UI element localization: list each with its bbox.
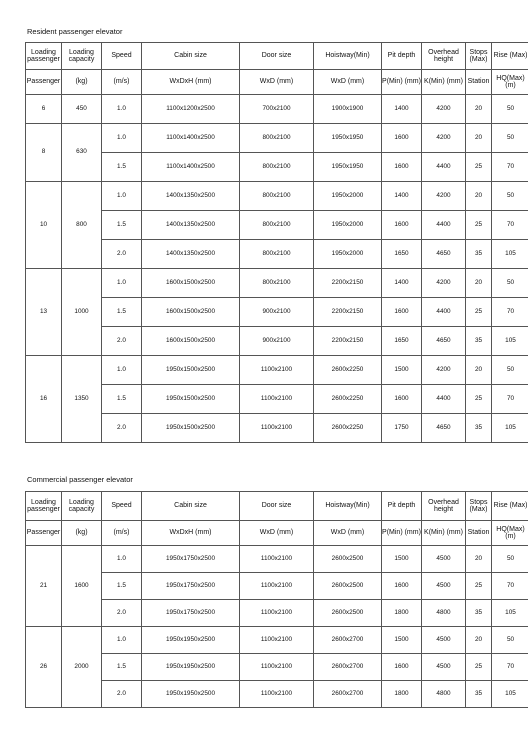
column-header: Cabin size xyxy=(142,43,240,70)
spec-cell: 2.0 xyxy=(102,240,142,269)
spec-cell: 105 xyxy=(492,240,528,269)
table-row xyxy=(26,573,528,600)
capacity-cell: 630 xyxy=(62,124,102,182)
column-unit: (m/s) xyxy=(102,521,142,546)
column-header: Loading passenger xyxy=(26,43,62,70)
spec-cell: 1600 xyxy=(382,124,422,153)
spec-cell: 1950x2000 xyxy=(314,211,382,240)
column-header: Stops (Max) xyxy=(466,43,492,70)
spec-cell: 1950x1950x2500 xyxy=(142,681,240,708)
column-unit: WxD (mm) xyxy=(314,521,382,546)
spec-cell: 20 xyxy=(466,627,492,654)
spec-cell: 1100x2100 xyxy=(240,546,314,573)
table-row xyxy=(26,356,528,385)
spec-cell: 50 xyxy=(492,546,528,573)
spec-cell: 1600 xyxy=(382,298,422,327)
spec-cell: 800x2100 xyxy=(240,182,314,211)
column-header: Door size xyxy=(240,492,314,521)
spec-cell: 1400 xyxy=(382,182,422,211)
spec-cell: 1800 xyxy=(382,600,422,627)
spec-cell: 1.0 xyxy=(102,546,142,573)
spec-cell: 1950x1950x2500 xyxy=(142,627,240,654)
table-row xyxy=(26,124,528,153)
spec-cell: 1500 xyxy=(382,546,422,573)
column-header: Speed xyxy=(102,492,142,521)
capacity-cell: 2000 xyxy=(62,627,102,708)
section-title-commercial: Commercial passenger elevator xyxy=(27,475,133,484)
column-header: Loading capacity xyxy=(62,492,102,521)
spec-cell: 1400x1350x2500 xyxy=(142,182,240,211)
spec-cell: 1100x1400x2500 xyxy=(142,153,240,182)
section-title-resident: Resident passenger elevator xyxy=(27,27,123,36)
spec-cell: 1400x1350x2500 xyxy=(142,240,240,269)
spec-cell: 4500 xyxy=(422,654,466,681)
spec-cell: 1950x1750x2500 xyxy=(142,600,240,627)
spec-cell: 4200 xyxy=(422,95,466,124)
passenger-cell: 10 xyxy=(26,182,62,269)
spec-cell: 1950x1500x2500 xyxy=(142,385,240,414)
spec-cell: 50 xyxy=(492,356,528,385)
spec-cell: 70 xyxy=(492,573,528,600)
capacity-cell: 800 xyxy=(62,182,102,269)
spec-cell: 1100x2100 xyxy=(240,573,314,600)
table-row xyxy=(26,240,528,269)
spec-cell: 900x2100 xyxy=(240,327,314,356)
spec-cell: 50 xyxy=(492,269,528,298)
spec-cell: 20 xyxy=(466,546,492,573)
column-header: Loading capacity xyxy=(62,43,102,70)
column-unit: Passenger xyxy=(26,521,62,546)
passenger-cell: 21 xyxy=(26,546,62,627)
spec-cell: 4500 xyxy=(422,627,466,654)
column-unit: WxD (mm) xyxy=(240,521,314,546)
column-header: Pit depth xyxy=(382,492,422,521)
column-header: Rise (Max) xyxy=(492,43,528,70)
spec-cell: 800x2100 xyxy=(240,240,314,269)
spec-cell: 1100x2100 xyxy=(240,681,314,708)
spec-cell: 50 xyxy=(492,182,528,211)
spec-cell: 35 xyxy=(466,681,492,708)
column-unit: P(Min) (mm) xyxy=(382,521,422,546)
table-row xyxy=(26,269,528,298)
spec-cell: 70 xyxy=(492,654,528,681)
spec-cell: 1600 xyxy=(382,573,422,600)
spec-cell: 800x2100 xyxy=(240,153,314,182)
spec-cell: 1.5 xyxy=(102,298,142,327)
spec-cell: 900x2100 xyxy=(240,298,314,327)
spec-cell: 2600x2500 xyxy=(314,573,382,600)
table-row xyxy=(26,327,528,356)
spec-cell: 105 xyxy=(492,414,528,443)
spec-cell: 1100x2100 xyxy=(240,600,314,627)
spec-cell: 1100x2100 xyxy=(240,654,314,681)
spec-cell: 35 xyxy=(466,240,492,269)
spec-cell: 25 xyxy=(466,385,492,414)
spec-cell: 25 xyxy=(466,573,492,600)
spec-cell: 4800 xyxy=(422,681,466,708)
capacity-cell: 450 xyxy=(62,95,102,124)
spec-cell: 4650 xyxy=(422,414,466,443)
column-header: Speed xyxy=(102,43,142,70)
spec-cell: 700x2100 xyxy=(240,95,314,124)
commercial-spec-table xyxy=(25,491,528,708)
spec-cell: 1950x1750x2500 xyxy=(142,573,240,600)
spec-cell: 1100x2100 xyxy=(240,385,314,414)
spec-cell: 1500 xyxy=(382,627,422,654)
spec-cell: 2200x2150 xyxy=(314,327,382,356)
column-unit: HQ(Max) (m) xyxy=(492,70,528,95)
spec-cell: 20 xyxy=(466,269,492,298)
spec-cell: 20 xyxy=(466,124,492,153)
spec-cell: 1400x1350x2500 xyxy=(142,211,240,240)
spec-cell: 1.5 xyxy=(102,654,142,681)
spec-cell: 50 xyxy=(492,627,528,654)
spec-cell: 105 xyxy=(492,681,528,708)
passenger-cell: 16 xyxy=(26,356,62,443)
column-unit: Passenger xyxy=(26,70,62,95)
spec-cell: 2600x2700 xyxy=(314,627,382,654)
spec-cell: 70 xyxy=(492,211,528,240)
column-unit: WxDxH (mm) xyxy=(142,70,240,95)
spec-cell: 2600x2700 xyxy=(314,654,382,681)
spec-cell: 4650 xyxy=(422,327,466,356)
table-row xyxy=(26,600,528,627)
spec-cell: 105 xyxy=(492,600,528,627)
table-row xyxy=(26,95,528,124)
spec-cell: 1100x1200x2500 xyxy=(142,95,240,124)
spec-cell: 20 xyxy=(466,182,492,211)
column-header: Hoistway(Min) xyxy=(314,492,382,521)
spec-cell: 1.5 xyxy=(102,211,142,240)
table-row xyxy=(26,627,528,654)
table-row xyxy=(26,153,528,182)
spec-cell: 2.0 xyxy=(102,414,142,443)
spec-cell: 4200 xyxy=(422,356,466,385)
spec-cell: 4200 xyxy=(422,269,466,298)
spec-cell: 1950x1750x2500 xyxy=(142,546,240,573)
table-row xyxy=(26,182,528,211)
column-header: Overhead height xyxy=(422,492,466,521)
spec-cell: 1.5 xyxy=(102,385,142,414)
spec-cell: 25 xyxy=(466,211,492,240)
table-row xyxy=(26,298,528,327)
spec-cell: 1950x2000 xyxy=(314,182,382,211)
column-header: Pit depth xyxy=(382,43,422,70)
spec-cell: 1950x1950 xyxy=(314,124,382,153)
column-header: Loading passenger xyxy=(26,492,62,521)
table-row xyxy=(26,385,528,414)
passenger-cell: 6 xyxy=(26,95,62,124)
spec-cell: 25 xyxy=(466,153,492,182)
unit-row xyxy=(26,70,528,95)
spec-cell: 25 xyxy=(466,654,492,681)
passenger-cell: 13 xyxy=(26,269,62,356)
spec-cell: 1600 xyxy=(382,153,422,182)
column-unit: K(Min) (mm) xyxy=(422,521,466,546)
spec-cell: 1650 xyxy=(382,240,422,269)
spec-cell: 1100x2100 xyxy=(240,414,314,443)
column-unit: (kg) xyxy=(62,521,102,546)
spec-cell: 2.0 xyxy=(102,327,142,356)
capacity-cell: 1600 xyxy=(62,546,102,627)
spec-cell: 50 xyxy=(492,124,528,153)
column-unit: Station xyxy=(466,521,492,546)
capacity-cell: 1000 xyxy=(62,269,102,356)
spec-cell: 1600 xyxy=(382,385,422,414)
spec-cell: 1950x1950 xyxy=(314,153,382,182)
passenger-cell: 8 xyxy=(26,124,62,182)
spec-cell: 105 xyxy=(492,327,528,356)
spec-cell: 70 xyxy=(492,385,528,414)
spec-cell: 1600x1500x2500 xyxy=(142,269,240,298)
capacity-cell: 1350 xyxy=(62,356,102,443)
spec-cell: 1950x1950x2500 xyxy=(142,654,240,681)
column-unit: WxDxH (mm) xyxy=(142,521,240,546)
spec-cell: 20 xyxy=(466,356,492,385)
spec-cell: 70 xyxy=(492,153,528,182)
spec-cell: 2600x2250 xyxy=(314,356,382,385)
spec-cell: 4800 xyxy=(422,600,466,627)
spec-cell: 4400 xyxy=(422,153,466,182)
spec-cell: 35 xyxy=(466,327,492,356)
spec-cell: 1.5 xyxy=(102,573,142,600)
column-unit: P(Min) (mm) xyxy=(382,70,422,95)
spec-cell: 1.0 xyxy=(102,182,142,211)
column-header: Hoistway(Min) xyxy=(314,43,382,70)
spec-cell: 800x2100 xyxy=(240,124,314,153)
spec-cell: 1.0 xyxy=(102,95,142,124)
spec-cell: 2600x2250 xyxy=(314,414,382,443)
spec-cell: 4200 xyxy=(422,182,466,211)
spec-cell: 70 xyxy=(492,298,528,327)
spec-cell: 800x2100 xyxy=(240,269,314,298)
column-unit: (m/s) xyxy=(102,70,142,95)
spec-cell: 2600x2500 xyxy=(314,600,382,627)
resident-spec-table xyxy=(25,42,528,443)
spec-cell: 2.0 xyxy=(102,681,142,708)
spec-cell: 50 xyxy=(492,95,528,124)
column-unit: Station xyxy=(466,70,492,95)
spec-cell: 1.0 xyxy=(102,269,142,298)
spec-cell: 1600 xyxy=(382,654,422,681)
spec-cell: 1800 xyxy=(382,681,422,708)
spec-cell: 1950x2000 xyxy=(314,240,382,269)
spec-cell: 1650 xyxy=(382,327,422,356)
spec-cell: 4650 xyxy=(422,240,466,269)
column-unit: HQ(Max) (m) xyxy=(492,521,528,546)
column-header: Door size xyxy=(240,43,314,70)
spec-cell: 1100x1400x2500 xyxy=(142,124,240,153)
spec-cell: 4400 xyxy=(422,211,466,240)
spec-cell: 1500 xyxy=(382,356,422,385)
table-row xyxy=(26,414,528,443)
spec-cell: 4400 xyxy=(422,385,466,414)
spec-cell: 1.0 xyxy=(102,627,142,654)
table-row xyxy=(26,546,528,573)
table-row xyxy=(26,211,528,240)
spec-cell: 2600x2250 xyxy=(314,385,382,414)
passenger-cell: 26 xyxy=(26,627,62,708)
table-row xyxy=(26,681,528,708)
spec-cell: 1100x2100 xyxy=(240,627,314,654)
spec-cell: 4400 xyxy=(422,298,466,327)
spec-cell: 1400 xyxy=(382,269,422,298)
spec-cell: 1950x1500x2500 xyxy=(142,356,240,385)
column-unit: K(Min) (mm) xyxy=(422,70,466,95)
spec-cell: 4200 xyxy=(422,124,466,153)
column-header: Cabin size xyxy=(142,492,240,521)
header-row xyxy=(26,43,528,70)
spec-cell: 35 xyxy=(466,414,492,443)
spec-cell: 1600 xyxy=(382,211,422,240)
spec-cell: 2.0 xyxy=(102,600,142,627)
spec-cell: 2600x2700 xyxy=(314,681,382,708)
spec-cell: 2200x2150 xyxy=(314,298,382,327)
spec-cell: 1100x2100 xyxy=(240,356,314,385)
spec-cell: 1600x1500x2500 xyxy=(142,327,240,356)
spec-cell: 1.5 xyxy=(102,153,142,182)
spec-cell: 1600x1500x2500 xyxy=(142,298,240,327)
unit-row xyxy=(26,521,528,546)
spec-cell: 1.0 xyxy=(102,356,142,385)
spec-cell: 1.0 xyxy=(102,124,142,153)
spec-cell: 2200x2150 xyxy=(314,269,382,298)
spec-cell: 800x2100 xyxy=(240,211,314,240)
column-unit: (kg) xyxy=(62,70,102,95)
spec-cell: 4500 xyxy=(422,546,466,573)
spec-cell: 1950x1500x2500 xyxy=(142,414,240,443)
column-header: Stops (Max) xyxy=(466,492,492,521)
spec-cell: 1750 xyxy=(382,414,422,443)
column-header: Rise (Max) xyxy=(492,492,528,521)
spec-cell: 35 xyxy=(466,600,492,627)
spec-cell: 20 xyxy=(466,95,492,124)
header-row xyxy=(26,492,528,521)
column-header: Overhead height xyxy=(422,43,466,70)
spec-cell: 1400 xyxy=(382,95,422,124)
spec-cell: 2600x2500 xyxy=(314,546,382,573)
spec-cell: 4500 xyxy=(422,573,466,600)
spec-cell: 1900x1900 xyxy=(314,95,382,124)
spec-cell: 25 xyxy=(466,298,492,327)
column-unit: WxD (mm) xyxy=(314,70,382,95)
table-row xyxy=(26,654,528,681)
column-unit: WxD (mm) xyxy=(240,70,314,95)
